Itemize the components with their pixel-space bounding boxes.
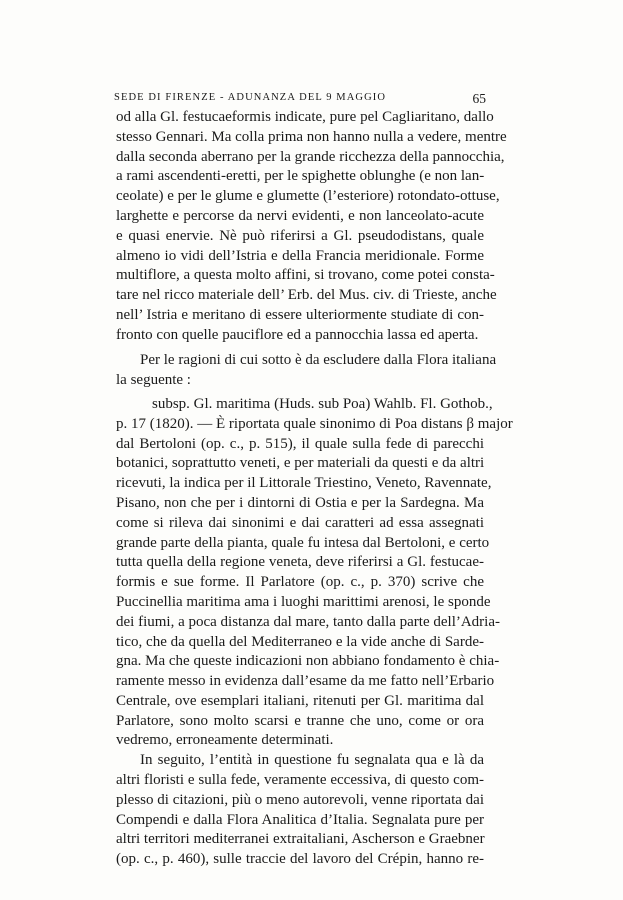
text-line: dalla seconda aberrano per la grande ricchezza della pannocchia, [116, 148, 505, 165]
text-line: dal Bertoloni (op. c., p. 515), il quale sulla fede di parecchi [116, 435, 484, 452]
text-line: altri floristi e sulla fede, veramente eccessiva, di questo com- [116, 772, 484, 789]
text-line: od alla Gl. festucaeformis indicate, pure pel Cagliaritano, dallo [116, 109, 494, 125]
text-line: Centrale, ove esemplari italiani, ritenuti per Gl. maritima dal [116, 692, 484, 709]
text-line: ricevuti, la indica per il Littorale Triestino, Veneto, Ravennate, [116, 475, 492, 492]
running-title: SEDE DI FIRENZE - ADUNANZA DEL 9 MAGGIO [114, 92, 387, 103]
text-line: Puccinellia maritima ama i luoghi marittimi arenosi, le sponde [116, 593, 491, 610]
running-header [114, 91, 486, 106]
text-line: tare nel ricco materiale dell’ Erb. del Mus. civ. di Trieste, anche [116, 287, 497, 304]
text-line: p. 17 (1820). — È riportata quale sinonimo di Poa distans β major [116, 415, 513, 432]
text-line: In seguito, l’entità in questione fu segnalata qua e là da [140, 752, 484, 769]
page-number: 65 [472, 91, 486, 106]
text-line: gna. Ma che queste indicazioni non abbiano fondamento è chia- [116, 653, 500, 670]
text-line: larghette e percorse da nervi evidenti, e non lanceolato-acute [116, 207, 484, 224]
text-line: stesso Gennari. Ma colla prima non hanno nulla a vedere, mentre [116, 128, 507, 145]
text-line: nell’ Istria e meritano di essere ulteriormente studiate di con- [116, 306, 484, 323]
text-line: Per le ragioni di cui sotto è da escludere dalla Flora italiana [140, 352, 497, 369]
text-line: ceolate) e per le glume e glumette (l’esteriore) rotondato-ottuse, [116, 188, 500, 205]
text-line: altri territori mediterranei extraitaliani, Ascherson e Graebner [116, 831, 485, 848]
text-line: e quasi enervie. Nè può riferirsi a Gl. pseudodistans, quale [116, 227, 484, 244]
text-line: Pisano, non che per i dintorni di Ostia e per la Sardegna. Ma [116, 495, 484, 511]
text-line: botanici, soprattutto veneti, e per materiali da questi e da altri [116, 455, 485, 472]
text-line: Compendi e dalla Flora Analitica d’Italia. Segnalata pure per [116, 811, 484, 828]
text-line: Parlatore, sono molto scarsi e tranne che uno, come or ora [116, 712, 484, 729]
text-line: vedremo, erroneamente determinati. [116, 732, 334, 749]
text-line: a rami ascendenti-eretti, per le spighette oblunghe (e non lan- [116, 168, 485, 185]
text-line: dei fiumi, a poca distanza dal mare, tanto dalla parte dell’Adria- [116, 613, 501, 630]
text-line: formis e sue forme. Il Parlatore (op. c., p. 370) scrive che [116, 574, 484, 591]
text-line: tutta quella della regione veneta, deve riferirsi a Gl. festucae- [116, 554, 484, 571]
text-line: fronto con quelle pauciflore ed a pannocchia lassa ed aperta. [116, 326, 479, 343]
text-line: plesso di citazioni, più o meno autorevoli, venne riportata dai [116, 791, 484, 808]
text-line: tico, che da quella del Mediterraneo e la vide anche di Sarde- [116, 633, 484, 650]
text-line: ramente messo in evidenza dall’esame da me fatto nell’Erbario [116, 673, 495, 690]
text-line: grande parte della pianta, quale fu intesa dal Bertoloni, e certo [116, 534, 490, 551]
text-line: (op. c., p. 460), sulle traccie del lavoro del Crépin, hanno re- [116, 851, 484, 868]
text-line: multiflore, a questa molto affini, si trovano, come potei consta- [116, 267, 495, 284]
text-line: subsp. Gl. maritima (Huds. sub Poa) Wahlb. Fl. Gothob., [152, 396, 493, 413]
text-line: almeno io vidi dell’Istria e della Francia meridionale. Forme [116, 247, 484, 264]
text-line: la seguente : [116, 372, 191, 389]
text-line: come si rileva dai sinonimi e dai caratteri ad essa assegnati [116, 514, 484, 531]
